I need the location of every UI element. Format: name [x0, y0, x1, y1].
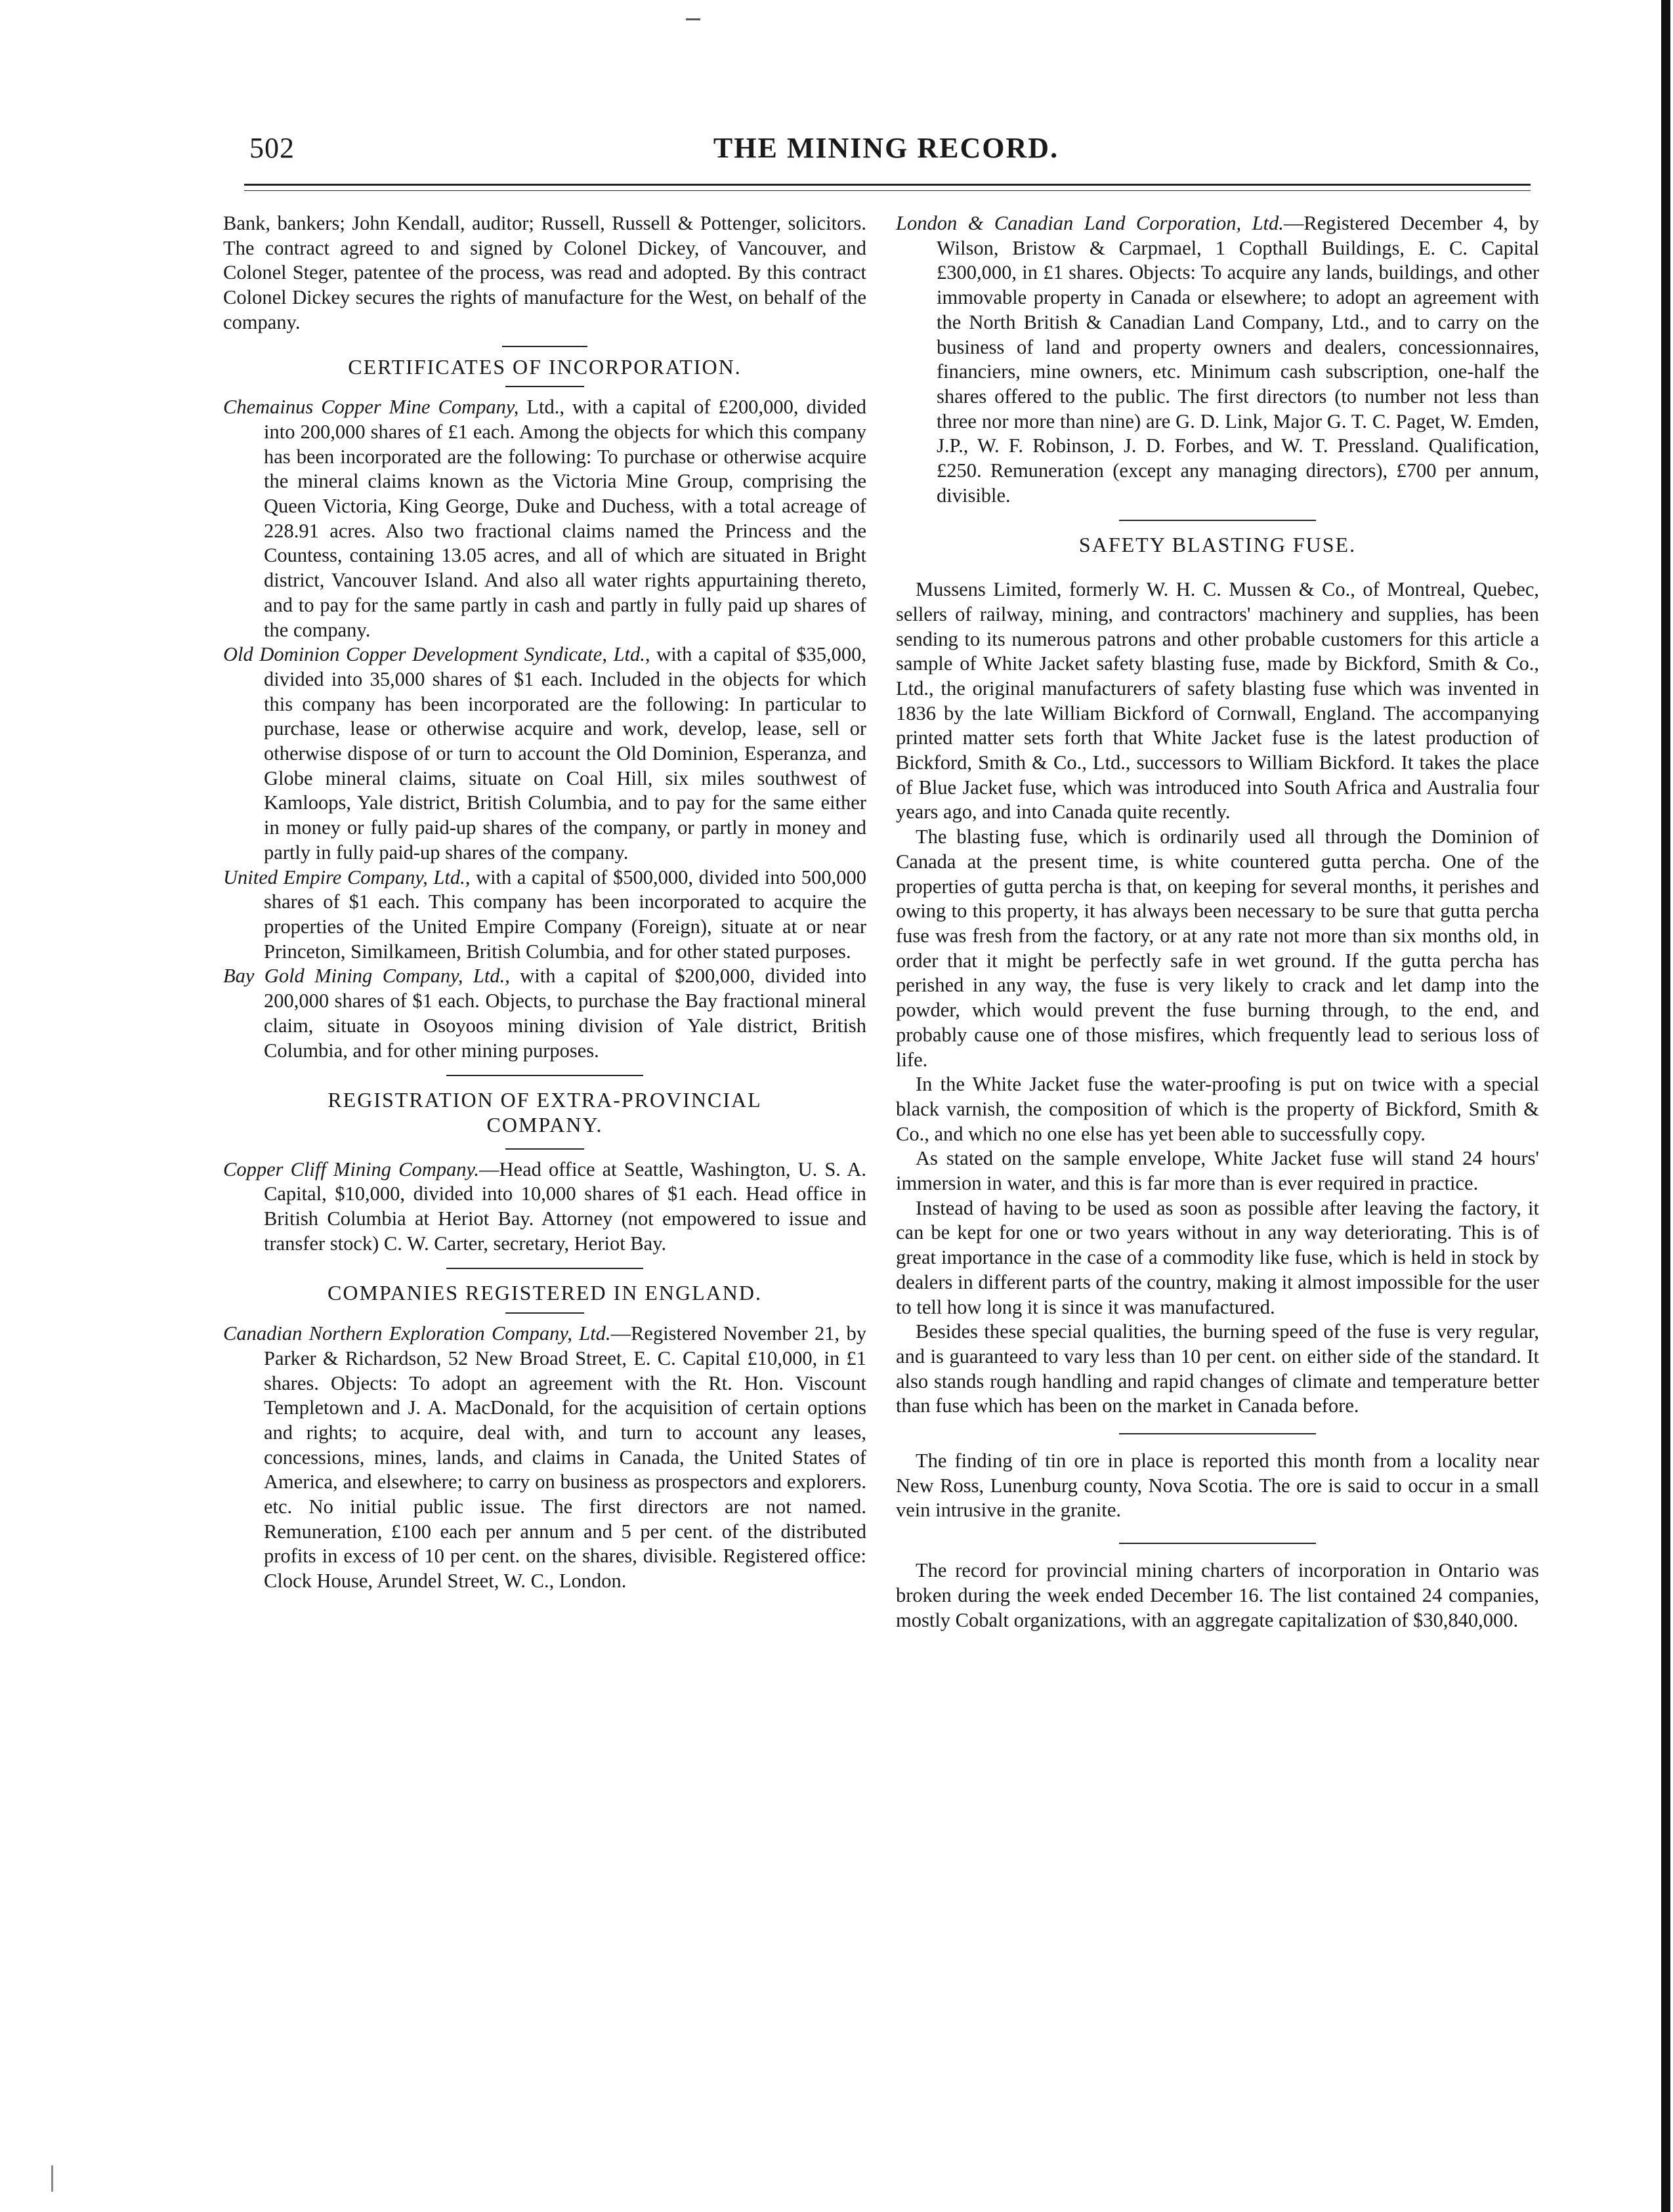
divider	[505, 386, 584, 387]
entry-bay-gold	[223, 964, 866, 1063]
entry-old-dominion	[223, 642, 866, 865]
fuse-paragraph: The blasting fuse, which is ordinarily used all through the Dominion of Canada at the present time, is white countered gutta percha. One of the properties of gutta percha is that, on keeping for several months, it perishes and owing to this property, it has always been necessary to be sure that gutta percha fuse was fresh from the factory, or at any rate not more than six months old, in order that it might be perfectly safe in wet ground. If the gutta percha has perished in any way, the fuse is very likely to crack and let damp into the powder, which would prevent the fuse burning through, to the end, and probably cause one of those misfires, which frequently lead to serious loss of life.	[896, 825, 1539, 1071]
scan-mark	[686, 18, 700, 20]
fuse-paragraph: Instead of having to be used as soon as possible after leaving the factory, it can be kept for one or two years without in any way deteriorating. This is of great importance in the case of a commodity like fuse, which is held in stock by dealers in different parts of the country, making it almost impossible for the user to tell how long it is since it was manufactured.	[896, 1196, 1539, 1318]
page-header	[249, 131, 1523, 175]
fuse-paragraph: In the White Jacket fuse the water-proofing is put on twice with a special black varnish, the composition of which is the property of Bickford, Smith & Co., and which no one else has yet been able to successfully copy.	[896, 1073, 1539, 1145]
divider	[1119, 520, 1316, 521]
divider	[1119, 1433, 1316, 1434]
divider	[1119, 1543, 1316, 1544]
entry-london-canadian	[896, 211, 1539, 508]
company-name: London & Canadian Land Corporation, Ltd.	[896, 212, 1284, 234]
entry-canadian-northern	[223, 1322, 866, 1594]
section-heading-certificates: CERTIFICATES OF INCORPORATION.	[348, 354, 742, 379]
entry-text: with a capital of $500,000, divided into 500,000 shares of $1 each. This company has been incorporated to acquire the properties of the United Empire Company (Foreign), situate at or near Princeton, Similkameen, British Columbia, and for other stated purposes.	[264, 866, 866, 963]
divider	[446, 1075, 643, 1076]
section-heading-england: COMPANIES REGISTERED IN ENGLAND.	[328, 1281, 762, 1305]
entry-chemainus	[223, 395, 866, 642]
company-name: Chemainus Copper Mine Company,	[223, 396, 519, 419]
heading-line: COMPANY.	[486, 1112, 603, 1137]
company-name: Old Dominion Copper Development Syndicate, Ltd.,	[223, 643, 650, 666]
entry-copper-cliff	[223, 1158, 866, 1257]
header-rule	[244, 184, 1531, 186]
intro-paragraph: Bank, bankers; John Kendall, auditor; Russell, Russell & Pottenger, solicitors. The contract agreed to and signed by Colonel Dickey, of Vancouver, and Colonel Steger, patentee of the process, was read and adopted. By this contract Colonel Dickey secures the rights of manufacture for the West, on behalf of the company.	[223, 212, 866, 333]
left-column	[223, 211, 866, 1594]
tin-ore-paragraph: The finding of tin ore in place is reported this month from a locality near New Ross, Lunenburg county, Nova Scotia. The ore is said to occur in a small vein intrusive in the granite.	[896, 1450, 1539, 1522]
fuse-paragraph: Besides these special qualities, the burning speed of the fuse is very regular, and is guaranteed to vary less than 10 per cent. on either side of the standard. It also stands rough handling and rapid changes of climate and temperature better than fuse which has been on the market in Canada before.	[896, 1320, 1539, 1417]
ontario-paragraph: The record for provincial mining charters of incorporation in Ontario was broken during the week ended December 16. The list contained 24 companies, mostly Cobalt organizations, with an aggregate capitalization of $30,840,000.	[896, 1559, 1539, 1631]
entry-text: —Head office at Seattle, Washington, U. S. A. Capital, $10,000, divided into 10,000 shares of $1 each. Head office in British Columbia at Heriot Bay. Attorney (not empowered to issue and transfer stock) C. W. Carter, secretary, Heriot Bay.	[264, 1158, 866, 1255]
company-name: United Empire Company, Ltd.,	[223, 866, 471, 888]
divider	[446, 1268, 643, 1269]
header-rule	[244, 190, 1531, 191]
entry-text: with a capital of $200,000, divided into 200,000 shares of $1 each. Objects, to purchase the Bay fractional mineral claim, situate in Osoyoos mining division of Yale district, British Columbia, and for other mining purposes.	[264, 965, 866, 1062]
entry-text: with a capital of $35,000, divided into 35,000 shares of $1 each. Included in the objects for which this company has been incorporated are the following: In particular to purchase, lease or otherwise acquire and work, develop, lease, sell or otherwise dispose of or turn to account the Old Dominion, Esperanza, and Globe mineral claims, situate on Coal Hill, six miles southwest of Kamloops, Yale district, British Columbia, and to pay for the same either in money or fully paid-up shares of the company, or partly in money and partly in fully paid-up shares of the company.	[264, 643, 866, 864]
section-heading-safety-fuse: SAFETY BLASTING FUSE.	[1078, 533, 1357, 557]
divider	[502, 346, 587, 347]
fuse-paragraph: Mussens Limited, formerly W. H. C. Mussen & Co., of Montreal, Quebec, sellers of railway, mining, and contractors' machinery and supplies, has been sending to its numerous patrons and other probable customers for this article a sample of White Jacket safety blasting fuse, made by Bickford, Smith & Co., Ltd., the original manufacturers of safety blasting fuse which was invented in 1836 by the late William Bickford of Cornwall, England. The accompanying printed matter sets forth that White Jacket fuse is the latest production of Bickford, Smith & Co., Ltd., successors to William Bickford. It takes the place of Blue Jacket fuse, which was introduced into South Africa and Australia four years ago, and into Canada quite recently.	[896, 578, 1539, 824]
entry-text: Ltd., with a capital of £200,000, divided into 200,000 shares of £1 each. Among the objects for which this company has been incorporated are the following: To purchase or otherwise acquire the mineral claims known as the Victoria Mine Group, comprising the Queen Victoria, King George, Duke and Duchess, with a total acreage of 228.91 acres. Also two fractional claims named the Princess and the Countess, containing 13.05 acres, and all of which are situated in Bright district, Vancouver Island. And also all water rights appurtaining thereto, and to pay for the same partly in cash and partly in fully paid up shares of the company.	[264, 396, 866, 641]
divider	[505, 1312, 584, 1314]
entry-united-empire	[223, 866, 866, 965]
company-name: Bay Gold Mining Company, Ltd.,	[223, 965, 510, 988]
divider	[505, 1148, 584, 1150]
right-column	[896, 211, 1539, 1633]
scan-mark	[51, 2165, 53, 2192]
company-name: Canadian Northern Exploration Company, Ltd.	[223, 1322, 611, 1345]
entry-text: —Registered December 4, by Wilson, Bristow & Carpmael, 1 Copthall Buildings, E. C. Capital £300,000, in £1 shares. Objects: To acquire any lands, buildings, and other immovable property in Canada or elsewhere; to adopt an agreement with the North British & Canadian Land Company, Ltd., and to carry on the business of land and property owners and dealers, concessionnaires, financiers, mine owners, etc. Minimum cash subscription, one-half the shares offered to the public. The first directors (to number not less than three nor more than nine) are G. D. Link, Major G. T. C. Paget, W. Emden, J.P., W. F. Robinson, J. D. Forbes, and W. T. Pressland. Qualification, £250. Remuneration (except any managing directors), £700 per annum, divisible.	[937, 212, 1539, 507]
entry-text: —Registered November 21, by Parker & Richardson, 52 New Broad Street, E. C. Capital £10,000, in £1 shares. Objects: To adopt an agreement with the Rt. Hon. Viscount Templetown and J. A. MacDonald, for the acquisition of certain options and rights; to acquire, deal with, and turn to account any leases, concessions, mines, lands, and claims in Canada, the United States of America, and elsewhere; to carry on business as prospectors and explorers. etc. No initial public issue. The first directors are not named. Remuneration, £100 each per annum and 5 per cent. of the distributed profits in excess of 10 per cent. on the shares, divisible. Registered office: Clock House, Arundel Street, W. C., London.	[264, 1322, 866, 1593]
section-heading-registration	[223, 1088, 866, 1137]
fuse-paragraph: As stated on the sample envelope, White Jacket fuse will stand 24 hours' immersion in water, and this is far more than is ever required in practice.	[896, 1147, 1539, 1195]
page-title: THE MINING RECORD.	[713, 132, 1059, 164]
heading-line: REGISTRATION OF EXTRA-PROVINCIAL	[328, 1088, 762, 1112]
page-number: 502	[249, 132, 295, 164]
page-edge-bar	[1661, 0, 1670, 2212]
company-name: Copper Cliff Mining Company.	[223, 1158, 479, 1180]
